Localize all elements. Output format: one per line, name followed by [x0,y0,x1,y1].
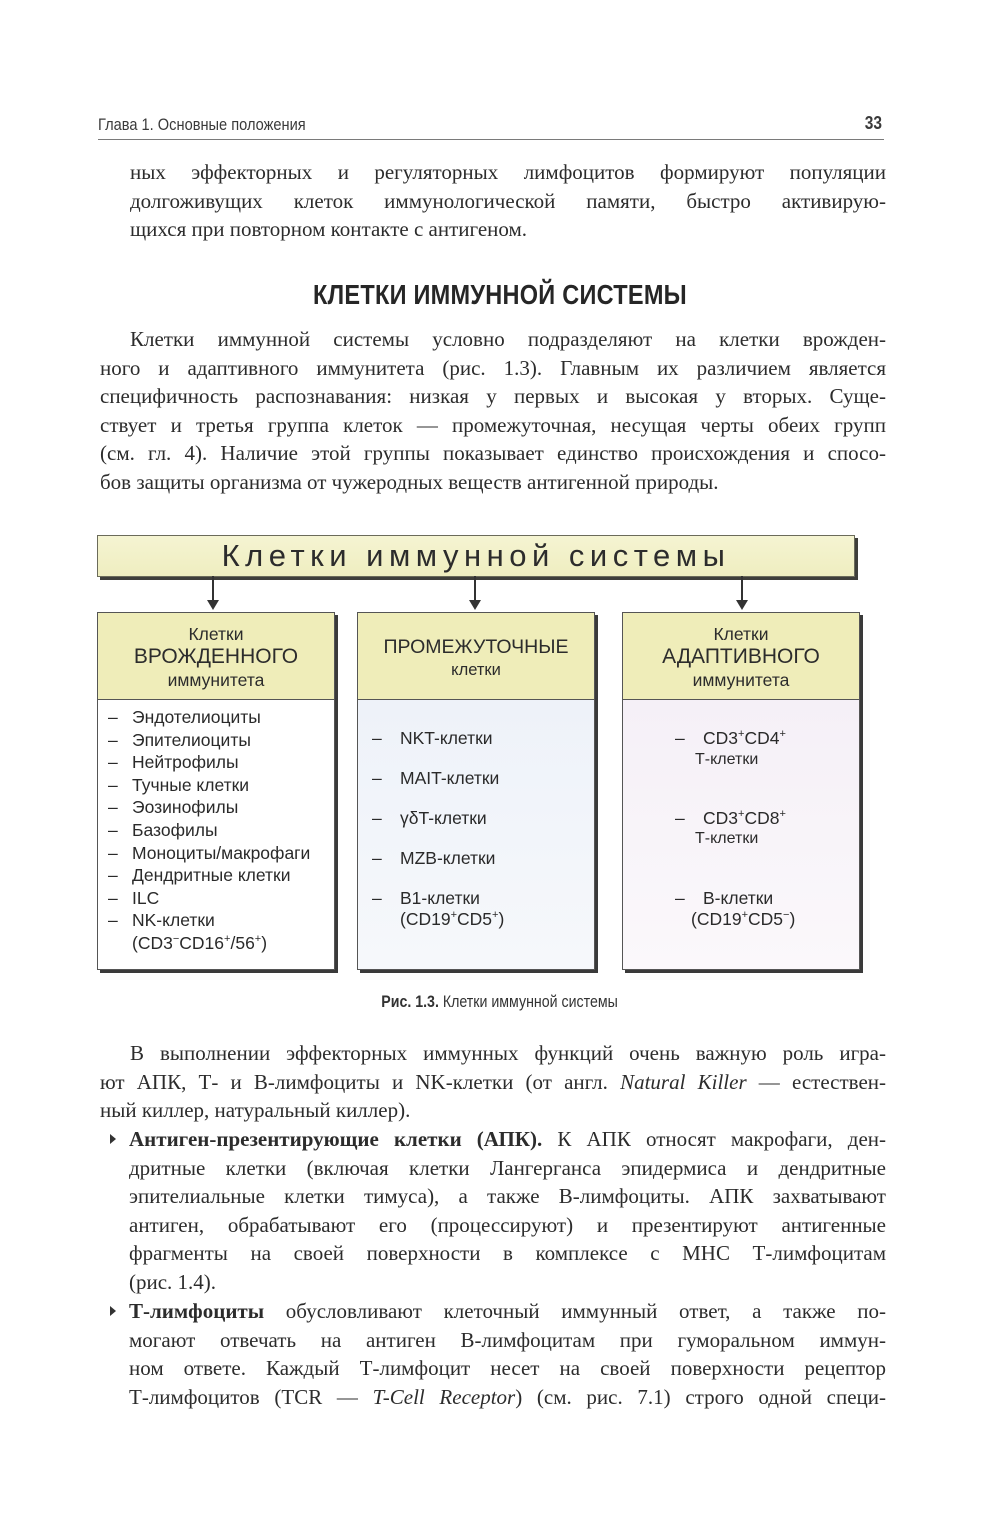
list-item: – MZB-клетки [372,848,496,868]
header-line: Клетки [188,624,244,644]
diagram-title: Клетки иммунной системы [221,538,731,573]
page-number: 33 [864,113,882,133]
list-item: – NK-клетки [108,910,215,931]
text-line: долгоживущих клеток иммунологической памяти, быстро активирую- [130,188,886,213]
effector-paragraph [100,1039,886,1125]
adaptive-box-header [623,613,859,700]
text-line: специфичность распознавания: низкая у первых и высокая у вторых. Суще- [100,384,886,409]
list-item: – Тучные клетки [108,774,250,795]
text-line: ном ответе. Каждый Т-лимфоцит несет на своей поверхности рецептор [129,1356,886,1381]
list-item: – Нейтрофилы [108,752,239,773]
bcell-marker-phenotype: (CD19+CD5−) [691,909,796,929]
text-line: ный киллер, натуральный киллер). [100,1098,411,1123]
text-line: фрагменты на своей поверхности в комплексе с MHC Т-лимфоцитам [129,1241,886,1266]
header-line: клетки [451,661,501,679]
list-item: – Эозинофилы [108,797,239,818]
innate-immunity-box [97,612,335,970]
list-item-cd8: – CD3+CD8+ [675,808,786,828]
list-item: – ILC [108,887,160,908]
section-heading: КЛЕТКИ ИММУННОЙ СИСТЕМЫ [313,279,687,310]
list-item-sub: Т-клетки [695,830,759,847]
text-line: ствует и третья группа клеток — промежуточная, несущая черты обеих групп [100,412,886,437]
diagram-title-bar [97,535,855,577]
text-line: дритные клетки (включая клетки Лангерганса эпидермиса и дендритные [129,1155,886,1180]
list-item-cd4: – CD3+CD4+ [675,728,786,748]
text-line: (рис. 1.4). [129,1269,217,1294]
text-line: эпителиальные клетки тимуса), а также В-лимфоциты. АПК захватывают [129,1184,886,1209]
text-line: Т-лимфоциты обусловливают клеточный иммунный ответ, а также по- [129,1299,886,1323]
figure-caption [0,993,1000,1012]
text-line: (см. гл. 4). Наличие этой группы показывает единство происхождения и спосо- [100,441,886,466]
list-item: – γδT-клетки [372,808,487,828]
intermediate-box-header [358,613,594,700]
text-line: бов защиты организма от чужеродных веществ антигенной природы. [100,469,719,494]
caption-text: Клетки иммунной системы [439,993,619,1011]
text-line: В выполнении эффекторных иммунных функций очень важную роль игра- [130,1041,886,1065]
adaptive-box-body [623,700,859,969]
list-item: – Моноциты/макрофаги [108,842,311,863]
header-line: ВРОЖДЕННОГО [133,645,299,668]
header-line: иммунитета [692,670,790,690]
arrow-down-icon [474,576,476,608]
section-paragraph [100,325,886,497]
bullet-triangle-icon [110,1306,116,1316]
caption-label: Рис. 1.3. [381,993,440,1011]
arrow-down-icon [212,576,214,608]
intermediate-cells-box [357,612,595,970]
list-item: – Эпителиоциты [108,729,251,750]
bullet-triangle-icon [110,1134,116,1144]
running-header [98,113,884,140]
text-line: Антиген-презентирующие клетки (АПК). К АПК относят макрофаги, ден- [129,1127,886,1151]
adaptive-immunity-box [622,612,860,970]
header-line: ПРОМЕЖУТОЧНЫЕ [383,636,569,658]
list-item: – Базофилы [108,819,218,840]
text-line: ных эффекторных и регуляторных лимфоцитов формируют популяции [130,160,886,184]
header-line: АДАПТИВНОГО [662,645,820,668]
list-item: – Эндотелиоциты [108,707,261,727]
chapter-title: Глава 1. Основные положения [98,115,306,134]
list-item: – Дендритные клетки [108,865,291,886]
list-item: – NKT-клетки [372,728,493,748]
intro-paragraph [100,158,886,244]
text-line: ют АПК, Т- и В-лимфоциты и NK-клетки (от англ. Natural Killer — естествен- [100,1069,886,1094]
arrow-down-icon [741,576,743,608]
text-line: антиген, обрабатывают его (процессируют) и презентируют антигенные [129,1212,886,1237]
list-item: – B1-клетки [372,888,480,908]
nk-marker-phenotype: (CD3−CD16+/56+) [132,932,268,953]
list-item-sub: Т-клетки [695,751,759,768]
text-line: могают отвечать на антиген В-лимфоцитам при гуморальном иммун- [129,1327,886,1352]
innate-box-body [98,700,334,969]
bullet-t-lymphocytes [110,1297,886,1411]
innate-box-header [98,613,334,700]
b1-marker-phenotype: (CD19+CD5+) [400,909,505,929]
text-line: ного и адаптивного иммунитета (рис. 1.3). Главным их различием является [100,355,886,380]
header-line: Клетки [713,624,769,644]
list-item-bcell: – В-клетки [675,888,774,908]
header-line: иммунитета [167,670,265,690]
text-line: Клетки иммунной системы условно подразделяют на клетки врожден- [130,327,886,351]
innate-cell-list [108,706,310,955]
text-line: Т-лимфоцитов (TCR — T-Cell Receptor) (см. рис. 7.1) строго одной специ- [129,1384,886,1409]
text-line: щихся при повторном контакте с антигеном. [130,217,528,242]
intermediate-box-body [358,700,594,969]
list-item: – MAIT-клетки [372,768,500,788]
bullet-apc [110,1125,886,1297]
